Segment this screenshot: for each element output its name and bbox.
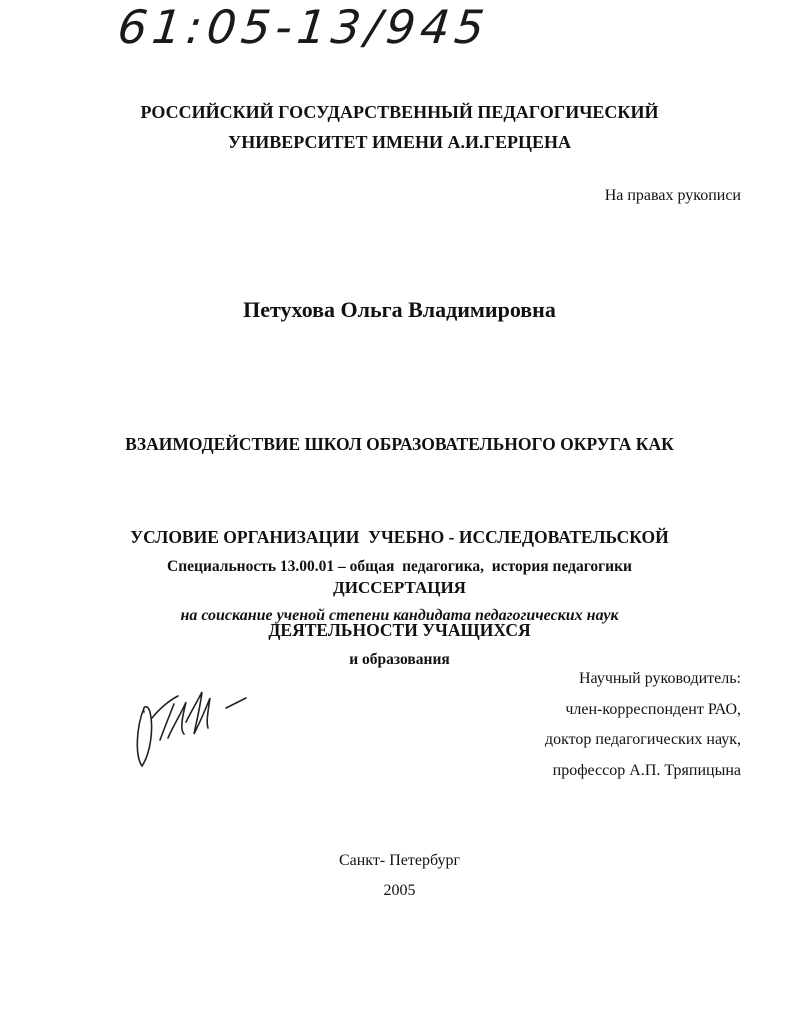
city: Санкт- Петербург [338,852,461,869]
supervisor-line-3: профессор А.П. Тряпицына [552,761,741,779]
supervisor-heading: Научный руководитель: [578,670,741,687]
handwritten-catalog-number: 61:05-13/945 [115,0,492,54]
title-line-2: УСЛОВИЕ ОРГАНИЗАЦИИ УЧЕБНО - ИССЛЕДОВАТЕЛЬСКОЙ [130,527,669,547]
supervisor-line-1: член-корреспондент РАО, [565,700,741,718]
manuscript-rights: На правах рукописи [604,187,741,204]
university-line-2: УНИВЕРСИТЕТ ИМЕНИ А.И.ГЕРЦЕНА [228,132,571,152]
specialty-line-1: Специальность 13.00.01 – общая педагогика, история педагогики [167,558,632,575]
author-name: Петухова Ольга Владимировна [243,297,556,322]
scientific-supervisor [545,664,741,786]
degree-statement: на соискание ученой степени кандидата педагогических наук [180,607,619,624]
university-name [0,97,799,157]
university-line-1: РОССИЙСКИЙ ГОСУДАРСТВЕННЫЙ ПЕДАГОГИЧЕСКИЙ [140,102,659,122]
title-line-3: ДЕЯТЕЛЬНОСТИ УЧАЩИХСЯ [268,620,531,640]
supervisor-line-2: доктор педагогических наук, [544,731,741,748]
year: 2005 [383,882,416,899]
place-and-year [0,846,799,906]
document-type: ДИССЕРТАЦИЯ [333,578,466,597]
title-line-1: ВЗАИМОДЕЙСТВИЕ ШКОЛ ОБРАЗОВАТЕЛЬНОГО ОКРУГА КАК [125,434,674,454]
signature [130,678,255,773]
specialty-line-2: и образования [349,651,450,668]
